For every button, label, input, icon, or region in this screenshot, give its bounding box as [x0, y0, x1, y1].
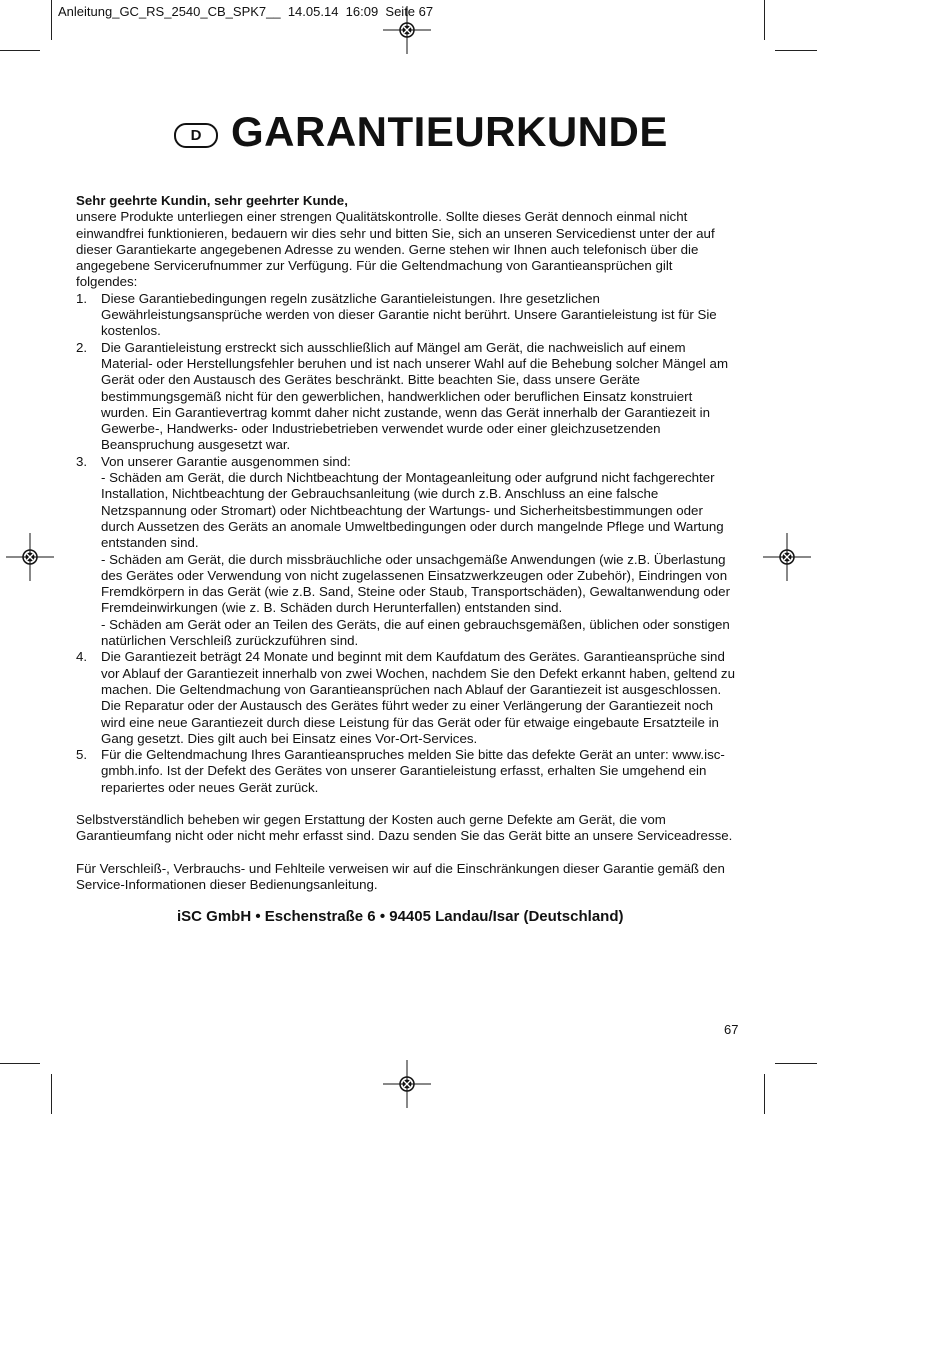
crop-mark: [51, 0, 52, 40]
list-item-text: Die Garantieleistung erstreckt sich ausschließlich auf Mängel am Gerät, die nachweislich auf einem Material- oder Herstellungsfehler beruhen und ist nach unserer Wahl auf die Behebung solcher Mängel am Gerät oder den Austausch des Gerätes beschränkt. Bitte beachten Sie, dass unsere Geräte bestimmungsgemäß nicht für den gewerblichen, handwerklichen oder beruflichen Einsatz konstruiert wurden. Ein Garantievertrag kommt daher nicht zustande, wenn das Gerät innerhalb der Garantiezeit in Gewerbe-, Handwerks- oder Industriebetrieben verwendet wurde oder einer gleichzusetzenden Beanspruchung ausgesetzt war.: [101, 339, 729, 453]
registration-mark-icon: [6, 533, 54, 581]
list-item-text: Von unserer Garantie ausgenommen sind:: [101, 453, 351, 469]
list-number: 2.: [76, 339, 88, 355]
crop-mark: [764, 1074, 765, 1114]
crop-mark: [775, 50, 817, 51]
crop-mark: [764, 0, 765, 40]
crop-mark: [51, 1074, 52, 1114]
wear-parts-paragraph: Für Verschleiß-, Verbrauchs- und Fehlteile verweisen wir auf die Einschränkungen dieser Garantie gemäß den Service-Informationen dieser Bedienungsanleitung.: [76, 860, 725, 892]
crop-mark: [775, 1063, 817, 1064]
list-number: 3.: [76, 453, 88, 469]
list-item: [76, 649, 736, 747]
list-item: [76, 340, 736, 454]
registration-mark-icon: [763, 533, 811, 581]
language-badge: D: [174, 123, 218, 148]
registration-mark-icon: [383, 1060, 431, 1108]
exclusion-item: - Schäden am Gerät oder an Teilen des Geräts, die auf einen gebrauchsgemäßen, üblichen oder sonstigen natürlichen Verschleiß zurückzuführen sind.: [101, 616, 730, 649]
print-slug: Anleitung_GC_RS_2540_CB_SPK7__ 14.05.14 16:09 Seite 67: [58, 4, 434, 19]
company-address: iSC GmbH • Eschenstraße 6 • 94405 Landau/Isar (Deutschland): [177, 908, 624, 925]
list-item: [76, 747, 736, 796]
intro-paragraph: unsere Produkte unterliegen einer strengen Qualitätskontrolle. Sollte dieses Gerät dennoch einmal nicht einwandfrei funktionieren, bedauern wir dies sehr und bitten Sie, sich an unseren Servicedienst unter der auf dieser Garantiekarte angegebenen Adresse zu wenden. Gerne stehen wir Ihnen auch telefonisch über die angegebene Servicerufnummer zur Verfügung. Für die Geltendmachung von Garantieansprüchen gilt folgendes:: [76, 209, 715, 290]
repair-paragraph: Selbstverständlich beheben wir gegen Erstattung der Kosten auch gerne Defekte am Gerät, die vom Garantieumfang nicht oder nicht mehr erfasst sind. Dazu senden Sie das Gerät bitte an unsere Serviceadresse.: [76, 811, 733, 844]
exclusion-item: - Schäden am Gerät, die durch missbräuchliche oder unsachgemäße Anwendungen (wie z.B. Überlastung des Gerätes oder Verwendung von nicht zugelassenen Einsatzwerkzeugen oder Zubehör), Eindringen von Fremdkörpern in das Gerät (wie z.B. Sand, Steine oder Staub, Transportschäden), Gewaltanwendung oder Fremdeinwirkungen (wie z. B. Schäden durch Herunterfallen) entstanden sind.: [101, 551, 730, 616]
list-number: 4.: [76, 649, 88, 665]
warranty-conditions-list: [76, 291, 736, 796]
warranty-text: [76, 193, 736, 893]
list-item: [76, 454, 736, 650]
list-number: 5.: [76, 747, 88, 763]
document-title: [174, 108, 668, 156]
page-title: GARANTIEURKUNDE: [231, 108, 668, 155]
registration-mark-icon: [383, 6, 431, 54]
list-item-text: Die Garantiezeit beträgt 24 Monate und beginnt mit dem Kaufdatum des Gerätes. Garantieansprüche sind vor Ablauf der Garantiezeit innerhalb von zwei Wochen, nachdem Sie den Defekt erkannt haben, geltend zu machen. Die Geltendmachung von Garantieansprüchen nach Ablauf der Garantiezeit ist ausgeschlossen. Die Reparatur oder der Austausch des Gerätes führt weder zu einer Verlängerung der Garantiezeit noch wird eine neue Garantiezeit durch diese Leistung für das Gerät oder für etwaige eingebaute Ersatzteile in Gang gesetzt. Dies gilt auch bei Einsatz eines Vor-Ort-Services.: [101, 649, 735, 746]
page-number: 67: [724, 1022, 739, 1037]
list-item-text: Für die Geltendmachung Ihres Garantieanspruches melden Sie bitte das defekte Gerät an unter: www.isc-gmbh.info. Ist der Defekt des Gerätes von unserer Garantieleistung erfasst, erhalten Sie umgehend ein repariertes oder neues Gerät zurück.: [101, 747, 725, 795]
crop-mark: [0, 50, 40, 51]
exclusion-item: - Schäden am Gerät, die durch Nichtbeachtung der Montageanleitung oder aufgrund nicht fachgerechter Installation, Nichtbeachtung der Gebrauchsanleitung (wie durch z.B. Anschluss an eine falsche Netzspannung oder Stromart) oder Nichtbeachtung der Wartungs- und Sicherheitsbestimmungen oder durch Aussetzen des Geräts an anomale Umweltbedingungen oder durch mangelnde Pflege und Wartung entstanden sind.: [101, 470, 724, 551]
list-number: 1.: [76, 290, 88, 306]
crop-mark: [0, 1063, 40, 1064]
greeting: Sehr geehrte Kundin, sehr geehrter Kunde,: [76, 193, 348, 208]
list-item: [76, 291, 736, 340]
list-item-text: Diese Garantiebedingungen regeln zusätzliche Garantieleistungen. Ihre gesetzlichen Gewährleistungsansprüche werden von dieser Garantie nicht berührt. Unsere Garantieleistung ist für Sie kostenlos.: [101, 290, 717, 339]
